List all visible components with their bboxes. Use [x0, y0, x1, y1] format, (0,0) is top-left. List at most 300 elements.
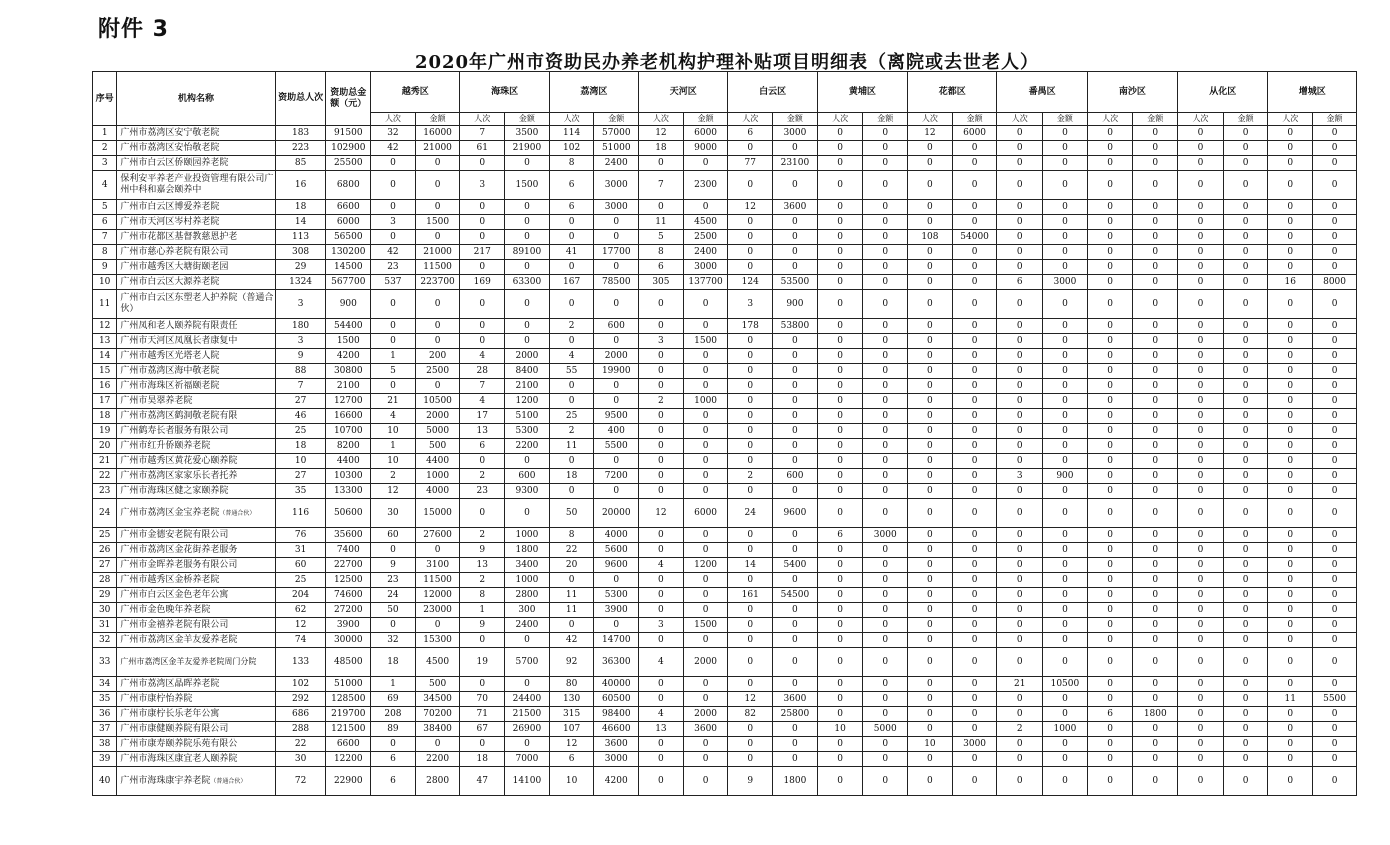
- row-total-amount: 27200: [326, 603, 371, 618]
- district-people: 8: [460, 588, 505, 603]
- district-people: 0: [997, 439, 1043, 454]
- district-amount: 0: [1313, 677, 1357, 692]
- district-amount: 5500: [1313, 692, 1357, 707]
- row-total-people: 18: [275, 439, 326, 454]
- district-amount: 0: [863, 141, 908, 156]
- institution-name: [117, 573, 275, 588]
- district-amount: 0: [1043, 499, 1088, 528]
- district-amount: 21900: [505, 141, 550, 156]
- district-amount: 0: [1133, 200, 1178, 215]
- district-amount: 60500: [594, 692, 639, 707]
- district-amount: 0: [1313, 767, 1357, 796]
- district-amount: 0: [1133, 558, 1178, 573]
- district-amount: 0: [1133, 469, 1178, 484]
- district-amount: 300: [505, 603, 550, 618]
- district-people: 0: [639, 767, 684, 796]
- district-amount: 0: [952, 707, 997, 722]
- district-amount: 7200: [594, 469, 639, 484]
- institution-name: [117, 394, 275, 409]
- district-amount: 0: [1223, 245, 1268, 260]
- district-people: 2: [639, 394, 684, 409]
- district-people: 0: [639, 200, 684, 215]
- district-amount: 0: [863, 767, 908, 796]
- district-people: 0: [997, 379, 1043, 394]
- district-amount: 0: [683, 349, 728, 364]
- district-people: 0: [639, 677, 684, 692]
- district-amount: 0: [1043, 379, 1088, 394]
- row-seq: 15: [93, 364, 117, 379]
- district-amount: 0: [505, 200, 550, 215]
- district-amount: 0: [952, 349, 997, 364]
- district-people: 0: [1268, 558, 1313, 573]
- district-amount: 0: [773, 379, 818, 394]
- district-amount: 0: [863, 454, 908, 469]
- district-people: 0: [371, 334, 416, 349]
- district-people: 0: [639, 439, 684, 454]
- district-amount: 0: [1133, 171, 1178, 200]
- district-people: 0: [1087, 633, 1133, 648]
- district-people: 18: [460, 752, 505, 767]
- district-amount: 0: [683, 528, 728, 543]
- district-people: 0: [1178, 543, 1224, 558]
- district-amount: 0: [863, 156, 908, 171]
- district-amount: 0: [1133, 260, 1178, 275]
- row-seq: 19: [93, 424, 117, 439]
- institution-name-text: 广州凤和老人颐养院有限责任: [120, 321, 238, 331]
- row-total-amount: 130200: [326, 245, 371, 260]
- institution-name-text: 广州市荔湾区海中敬老院: [120, 366, 220, 376]
- district-amount: 0: [1043, 543, 1088, 558]
- district-people: 0: [1087, 409, 1133, 424]
- district-people: 0: [728, 230, 773, 245]
- district-amount: 1500: [683, 334, 728, 349]
- district-amount: 0: [415, 379, 460, 394]
- district-amount: 0: [1043, 767, 1088, 796]
- district-amount: 0: [773, 573, 818, 588]
- row-total-amount: 121500: [326, 722, 371, 737]
- district-amount: 21000: [415, 141, 460, 156]
- subheader-amount: 金额: [1043, 113, 1088, 126]
- district-amount: 0: [863, 677, 908, 692]
- district-people: 0: [817, 767, 863, 796]
- district-people: 0: [1178, 454, 1224, 469]
- district-people: 0: [1178, 424, 1224, 439]
- institution-name: [117, 171, 275, 200]
- district-amount: 0: [1313, 618, 1357, 633]
- district-amount: 0: [952, 200, 997, 215]
- district-people: 0: [908, 141, 953, 156]
- district-amount: 0: [863, 588, 908, 603]
- row-seq: 8: [93, 245, 117, 260]
- district-amount: 0: [1313, 394, 1357, 409]
- district-people: 0: [1268, 334, 1313, 349]
- district-people: 0: [1087, 528, 1133, 543]
- district-people: 0: [1087, 126, 1133, 141]
- district-people: 0: [997, 692, 1043, 707]
- row-seq: 24: [93, 499, 117, 528]
- district-people: 32: [371, 126, 416, 141]
- district-people: 0: [371, 200, 416, 215]
- district-people: 0: [817, 692, 863, 707]
- district-people: 0: [908, 469, 953, 484]
- district-people: 0: [1268, 469, 1313, 484]
- district-people: 0: [1178, 707, 1224, 722]
- district-amount: 0: [1133, 424, 1178, 439]
- district-people: 0: [728, 543, 773, 558]
- district-people: 42: [371, 141, 416, 156]
- row-seq: 23: [93, 484, 117, 499]
- row-total-people: 14: [275, 215, 326, 230]
- district-amount: 0: [952, 603, 997, 618]
- district-amount: 0: [1043, 349, 1088, 364]
- district-people: 0: [1087, 349, 1133, 364]
- subheader-people: 人次: [817, 113, 863, 126]
- table-row: [93, 364, 1357, 379]
- district-amount: 0: [1223, 648, 1268, 677]
- row-total-people: 9: [275, 349, 326, 364]
- district-amount: 0: [1223, 499, 1268, 528]
- district-people: 0: [1268, 290, 1313, 319]
- district-amount: 0: [1043, 484, 1088, 499]
- district-people: 0: [817, 409, 863, 424]
- district-people: 3: [460, 171, 505, 200]
- row-total-people: 60: [275, 558, 326, 573]
- district-people: 0: [1087, 499, 1133, 528]
- table-row: [93, 767, 1357, 796]
- district-people: 4: [639, 707, 684, 722]
- district-people: 0: [817, 737, 863, 752]
- district-people: 0: [728, 752, 773, 767]
- district-people: 0: [817, 394, 863, 409]
- district-people: 0: [908, 618, 953, 633]
- district-people: 0: [1178, 499, 1224, 528]
- district-people: 0: [1268, 677, 1313, 692]
- district-people: 0: [728, 349, 773, 364]
- row-total-amount: 7400: [326, 543, 371, 558]
- district-people: 0: [1087, 648, 1133, 677]
- district-people: 0: [371, 230, 416, 245]
- district-people: 0: [639, 543, 684, 558]
- district-people: 13: [460, 558, 505, 573]
- district-people: 0: [1087, 618, 1133, 633]
- row-seq: 5: [93, 200, 117, 215]
- district-amount: 10500: [415, 394, 460, 409]
- subheader-people: 人次: [639, 113, 684, 126]
- district-amount: 500: [415, 439, 460, 454]
- district-people: 0: [997, 215, 1043, 230]
- district-amount: 0: [1313, 722, 1357, 737]
- district-people: 0: [728, 215, 773, 230]
- district-amount: 0: [505, 319, 550, 334]
- district-amount: 0: [683, 290, 728, 319]
- district-amount: 5000: [415, 424, 460, 439]
- district-people: 6: [549, 200, 594, 215]
- district-amount: 0: [683, 588, 728, 603]
- institution-name-text: 广州市荔湾区鹤洞敬老院有限: [120, 411, 238, 421]
- district-people: 0: [997, 319, 1043, 334]
- district-people: 6: [460, 439, 505, 454]
- district-people: 0: [1268, 245, 1313, 260]
- row-total-people: 88: [275, 364, 326, 379]
- district-people: 24: [728, 499, 773, 528]
- district-people: 0: [1268, 499, 1313, 528]
- row-total-people: 3: [275, 334, 326, 349]
- district-people: 0: [997, 230, 1043, 245]
- district-amount: 0: [1043, 260, 1088, 275]
- district-people: 23: [371, 573, 416, 588]
- district-people: 0: [817, 230, 863, 245]
- district-people: 0: [817, 439, 863, 454]
- row-total-amount: 51000: [326, 677, 371, 692]
- district-people: 6: [549, 171, 594, 200]
- district-people: 11: [1268, 692, 1313, 707]
- district-amount: 0: [1223, 484, 1268, 499]
- district-people: 3: [728, 290, 773, 319]
- district-amount: 0: [952, 290, 997, 319]
- table-row: [93, 215, 1357, 230]
- row-total-people: 3: [275, 290, 326, 319]
- district-people: 0: [1268, 722, 1313, 737]
- district-people: 32: [371, 633, 416, 648]
- district-people: 0: [997, 484, 1043, 499]
- district-amount: 53500: [773, 275, 818, 290]
- district-people: 0: [997, 648, 1043, 677]
- district-people: 6: [371, 767, 416, 796]
- district-people: 2: [728, 469, 773, 484]
- district-amount: 0: [863, 692, 908, 707]
- district-people: 0: [817, 379, 863, 394]
- district-amount: 1800: [505, 543, 550, 558]
- institution-name-text: 广州市金色晚年养老院: [120, 605, 211, 615]
- institution-name-text: 广州市白云区博爱养老院: [120, 202, 220, 212]
- district-people: 0: [1268, 319, 1313, 334]
- row-total-people: 74: [275, 633, 326, 648]
- district-amount: 0: [773, 722, 818, 737]
- district-people: 30: [371, 499, 416, 528]
- district-people: 0: [908, 200, 953, 215]
- row-seq: 33: [93, 648, 117, 677]
- institution-name-text: 广州市康柠怡养院: [120, 694, 193, 704]
- institution-name-text: 广州市花都区基督教慈恩护老: [120, 232, 238, 242]
- district-people: 6: [817, 528, 863, 543]
- district-amount: 3000: [773, 126, 818, 141]
- district-people: 6: [728, 126, 773, 141]
- subheader-people: 人次: [1087, 113, 1133, 126]
- district-amount: 3600: [683, 722, 728, 737]
- district-amount: 0: [1043, 707, 1088, 722]
- district-amount: 15300: [415, 633, 460, 648]
- district-people: 0: [817, 156, 863, 171]
- district-amount: 0: [773, 603, 818, 618]
- district-people: 4: [549, 349, 594, 364]
- institution-name: [117, 141, 275, 156]
- district-people: 0: [1178, 767, 1224, 796]
- district-amount: 0: [863, 364, 908, 379]
- district-people: 0: [817, 126, 863, 141]
- district-amount: 0: [1043, 141, 1088, 156]
- district-amount: 1800: [773, 767, 818, 796]
- row-total-people: 18: [275, 200, 326, 215]
- district-people: 9: [460, 543, 505, 558]
- district-amount: 0: [683, 573, 728, 588]
- district-people: 5: [371, 364, 416, 379]
- table-row: [93, 543, 1357, 558]
- district-amount: 900: [773, 290, 818, 319]
- district-people: 0: [639, 573, 684, 588]
- district-amount: 0: [1133, 215, 1178, 230]
- institution-name: [117, 409, 275, 424]
- district-people: 0: [817, 171, 863, 200]
- district-people: 0: [1178, 334, 1224, 349]
- district-amount: 1200: [683, 558, 728, 573]
- district-amount: 0: [773, 141, 818, 156]
- district-amount: 0: [683, 364, 728, 379]
- district-amount: 0: [952, 364, 997, 379]
- district-people: 0: [639, 633, 684, 648]
- district-amount: 0: [594, 230, 639, 245]
- district-amount: 0: [505, 215, 550, 230]
- district-amount: 0: [1313, 588, 1357, 603]
- institution-name-text: 广州市越秀区黄花爱心颐养院: [120, 456, 238, 466]
- district-amount: 900: [1043, 469, 1088, 484]
- district-amount: 2000: [505, 349, 550, 364]
- district-amount: 0: [863, 752, 908, 767]
- district-people: 217: [460, 245, 505, 260]
- row-seq: 12: [93, 319, 117, 334]
- row-total-people: 183: [275, 126, 326, 141]
- subheader-people: 人次: [549, 113, 594, 126]
- district-people: 0: [1087, 424, 1133, 439]
- district-amount: 0: [863, 409, 908, 424]
- table-row: [93, 156, 1357, 171]
- district-amount: 0: [415, 171, 460, 200]
- district-people: 0: [639, 409, 684, 424]
- district-amount: 0: [773, 171, 818, 200]
- subheader-amount: 金额: [594, 113, 639, 126]
- district-amount: 0: [863, 424, 908, 439]
- district-people: 0: [549, 334, 594, 349]
- district-amount: 0: [1223, 469, 1268, 484]
- table-row: [93, 409, 1357, 424]
- district-amount: 0: [1043, 454, 1088, 469]
- district-people: 9: [371, 558, 416, 573]
- district-amount: 0: [594, 618, 639, 633]
- district-amount: 0: [1223, 409, 1268, 424]
- district-people: 17: [460, 409, 505, 424]
- institution-name-text: 广州市白云区金色老年公寓: [120, 590, 229, 600]
- district-amount: 38400: [415, 722, 460, 737]
- district-amount: 46600: [594, 722, 639, 737]
- district-amount: 600: [505, 469, 550, 484]
- district-amount: 0: [952, 141, 997, 156]
- district-amount: 0: [952, 379, 997, 394]
- subheader-people: 人次: [997, 113, 1043, 126]
- district-amount: 12000: [415, 588, 460, 603]
- row-total-amount: 30800: [326, 364, 371, 379]
- table-row: [93, 171, 1357, 200]
- district-people: 10: [371, 454, 416, 469]
- district-people: 0: [908, 245, 953, 260]
- district-people: 0: [997, 752, 1043, 767]
- district-amount: 137700: [683, 275, 728, 290]
- district-people: 0: [728, 394, 773, 409]
- district-amount: 0: [1223, 319, 1268, 334]
- district-people: 13: [639, 722, 684, 737]
- district-people: 2: [997, 722, 1043, 737]
- district-people: 0: [460, 156, 505, 171]
- district-amount: 0: [773, 424, 818, 439]
- district-amount: 0: [1133, 692, 1178, 707]
- institution-name: [117, 707, 275, 722]
- district-amount: 5100: [505, 409, 550, 424]
- district-amount: 0: [683, 603, 728, 618]
- row-total-amount: 1500: [326, 334, 371, 349]
- row-seq: 9: [93, 260, 117, 275]
- district-amount: 0: [1223, 692, 1268, 707]
- district-amount: 0: [1313, 319, 1357, 334]
- district-amount: 0: [773, 245, 818, 260]
- district-people: 16: [1268, 275, 1313, 290]
- district-amount: 0: [773, 364, 818, 379]
- row-total-people: 116: [275, 499, 326, 528]
- district-people: 0: [639, 752, 684, 767]
- district-amount: 3000: [594, 200, 639, 215]
- row-total-amount: 48500: [326, 648, 371, 677]
- institution-name-note: （普通合伙）: [210, 777, 247, 785]
- district-people: 0: [460, 260, 505, 275]
- district-people: 0: [549, 484, 594, 499]
- row-total-people: 686: [275, 707, 326, 722]
- institution-name-text: 广州市昊翠养老院: [120, 396, 193, 406]
- district-people: 537: [371, 275, 416, 290]
- district-amount: 7000: [505, 752, 550, 767]
- table-row: [93, 230, 1357, 245]
- district-amount: 0: [863, 469, 908, 484]
- district-amount: 0: [1133, 141, 1178, 156]
- institution-name-text: 广州市海珠区祈福颐老院: [120, 381, 220, 391]
- district-people: 0: [908, 290, 953, 319]
- district-amount: 0: [952, 439, 997, 454]
- row-total-amount: 2100: [326, 379, 371, 394]
- district-amount: 20000: [594, 499, 639, 528]
- institution-name: [117, 692, 275, 707]
- district-amount: 0: [1313, 558, 1357, 573]
- district-amount: 1800: [1133, 707, 1178, 722]
- header-district: 越秀区: [371, 72, 460, 113]
- district-amount: 600: [594, 319, 639, 334]
- district-people: 1: [371, 677, 416, 692]
- district-people: 3: [997, 469, 1043, 484]
- institution-name-text: 广州市天河区岑村养老院: [120, 217, 220, 227]
- district-people: 0: [908, 677, 953, 692]
- district-people: 12: [908, 126, 953, 141]
- district-amount: 0: [683, 692, 728, 707]
- district-people: 0: [1087, 141, 1133, 156]
- table-row: [93, 603, 1357, 618]
- row-seq: 35: [93, 692, 117, 707]
- district-people: 0: [371, 319, 416, 334]
- district-amount: 0: [1223, 633, 1268, 648]
- district-amount: 9600: [773, 499, 818, 528]
- district-people: 0: [1268, 767, 1313, 796]
- district-amount: 25800: [773, 707, 818, 722]
- district-people: 315: [549, 707, 594, 722]
- table-row: [93, 424, 1357, 439]
- district-amount: 0: [1223, 200, 1268, 215]
- district-amount: 6000: [683, 499, 728, 528]
- row-total-people: 1324: [275, 275, 326, 290]
- district-people: 0: [639, 290, 684, 319]
